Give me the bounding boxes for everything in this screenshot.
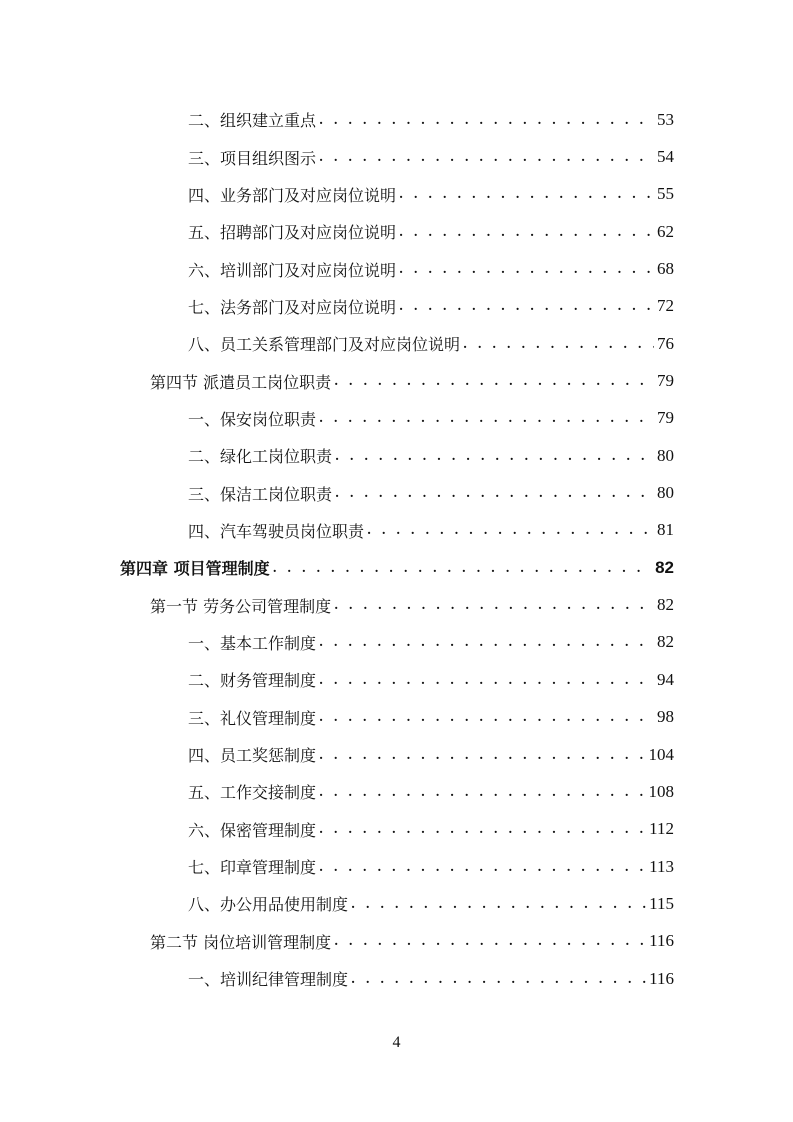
toc-entry-label: 八、员工关系管理部门及对应岗位说明 — [188, 335, 461, 355]
toc-section-entry[interactable] — [0, 923, 793, 960]
toc-item-entry[interactable] — [0, 474, 793, 511]
toc-item-entry[interactable] — [0, 661, 793, 698]
toc-section-entry[interactable] — [0, 362, 793, 399]
dot-leader — [319, 150, 654, 164]
toc-entry-page: 80 — [657, 445, 674, 465]
dot-leader — [399, 299, 654, 313]
dot-leader — [351, 897, 646, 911]
toc-item-entry[interactable] — [0, 138, 793, 175]
toc-item-entry[interactable] — [0, 437, 793, 474]
toc-entry-page: 104 — [648, 744, 674, 764]
toc-entry-label: 七、印章管理制度 — [188, 858, 317, 878]
toc-entry-page: 76 — [657, 333, 674, 353]
dot-leader — [319, 673, 654, 687]
toc-entry-label: 六、培训部门及对应岗位说明 — [188, 260, 397, 280]
toc-entry-label: 一、保安岗位职责 — [188, 409, 317, 429]
toc-entry-page: 80 — [657, 483, 674, 503]
toc-entry-page: 112 — [649, 819, 674, 839]
dot-leader — [334, 934, 646, 948]
toc-entry-label: 二、财务管理制度 — [188, 671, 317, 691]
dot-leader — [319, 635, 654, 649]
toc-entry-page: 55 — [657, 184, 674, 204]
toc-entry-page: 113 — [649, 856, 674, 876]
dot-leader — [399, 262, 654, 276]
toc-entry-page: 82 — [657, 595, 674, 615]
toc-entry-label: 第四章 项目管理制度 — [120, 559, 270, 579]
toc-entry-page: 53 — [657, 109, 674, 129]
toc-entry-label: 三、保洁工岗位职责 — [188, 484, 333, 504]
toc-entry-page: 72 — [657, 296, 674, 316]
toc-chapter-entry[interactable] — [0, 549, 793, 586]
toc-entry-label: 一、培训纪律管理制度 — [188, 970, 349, 990]
dot-leader — [334, 374, 654, 388]
toc-entry-label: 八、办公用品使用制度 — [188, 895, 349, 915]
toc-entry-label: 三、项目组织图示 — [188, 148, 317, 168]
toc-entry-page: 62 — [657, 221, 674, 241]
toc-entry-label: 二、绿化工岗位职责 — [188, 447, 333, 467]
toc-item-entry[interactable] — [0, 811, 793, 848]
toc-item-entry[interactable] — [0, 325, 793, 362]
toc-item-entry[interactable] — [0, 885, 793, 922]
table-of-contents — [0, 101, 793, 997]
toc-entry-label: 四、汽车驾驶员岗位职责 — [188, 521, 365, 541]
toc-entry-page: 81 — [657, 520, 674, 540]
toc-entry-page: 54 — [657, 147, 674, 167]
toc-entry-label: 五、工作交接制度 — [188, 783, 317, 803]
toc-entry-label: 第四节 派遣员工岗位职责 — [150, 372, 332, 392]
toc-entry-label: 五、招聘部门及对应岗位说明 — [188, 223, 397, 243]
toc-entry-page: 98 — [657, 707, 674, 727]
toc-item-entry[interactable] — [0, 960, 793, 997]
toc-entry-label: 一、基本工作制度 — [188, 633, 317, 653]
toc-item-entry[interactable] — [0, 848, 793, 885]
toc-entry-page: 68 — [657, 259, 674, 279]
toc-entry-label: 四、员工奖惩制度 — [188, 746, 317, 766]
dot-leader — [335, 486, 654, 500]
dot-leader — [351, 972, 646, 986]
toc-entry-page: 116 — [649, 968, 674, 988]
toc-entry-label: 第二节 岗位培训管理制度 — [150, 932, 332, 952]
toc-item-entry[interactable] — [0, 250, 793, 287]
toc-entry-label: 七、法务部门及对应岗位说明 — [188, 297, 397, 317]
toc-item-entry[interactable] — [0, 176, 793, 213]
toc-entry-label: 三、礼仪管理制度 — [188, 708, 317, 728]
dot-leader — [319, 748, 645, 762]
toc-item-entry[interactable] — [0, 736, 793, 773]
dot-leader — [367, 523, 654, 537]
toc-entry-page: 108 — [648, 781, 674, 801]
dot-leader — [463, 337, 654, 351]
toc-entry-page: 82 — [655, 557, 674, 577]
dot-leader — [319, 411, 654, 425]
toc-entry-page: 82 — [657, 632, 674, 652]
toc-item-entry[interactable] — [0, 400, 793, 437]
toc-entry-page: 115 — [649, 893, 674, 913]
toc-entry-label: 四、业务部门及对应岗位说明 — [188, 185, 397, 205]
dot-leader — [319, 710, 654, 724]
toc-item-entry[interactable] — [0, 624, 793, 661]
toc-item-entry[interactable] — [0, 101, 793, 138]
toc-item-entry[interactable] — [0, 773, 793, 810]
toc-entry-page: 79 — [657, 408, 674, 428]
toc-item-entry[interactable] — [0, 512, 793, 549]
toc-item-entry[interactable] — [0, 699, 793, 736]
toc-entry-label: 六、保密管理制度 — [188, 820, 317, 840]
dot-leader — [334, 598, 654, 612]
toc-item-entry[interactable] — [0, 288, 793, 325]
toc-entry-page: 79 — [657, 371, 674, 391]
toc-entry-page: 116 — [649, 931, 674, 951]
dot-leader — [319, 822, 646, 836]
dot-leader — [319, 860, 646, 874]
dot-leader — [319, 785, 645, 799]
page-number: 4 — [392, 1034, 401, 1051]
toc-item-entry[interactable] — [0, 213, 793, 250]
dot-leader — [399, 225, 654, 239]
dot-leader — [319, 113, 654, 127]
toc-entry-page: 94 — [657, 669, 674, 689]
dot-leader — [335, 449, 654, 463]
dot-leader — [273, 561, 653, 575]
toc-entry-label: 二、组织建立重点 — [188, 111, 317, 131]
dot-leader — [399, 187, 654, 201]
toc-entry-label: 第一节 劳务公司管理制度 — [150, 596, 332, 616]
toc-section-entry[interactable] — [0, 586, 793, 623]
